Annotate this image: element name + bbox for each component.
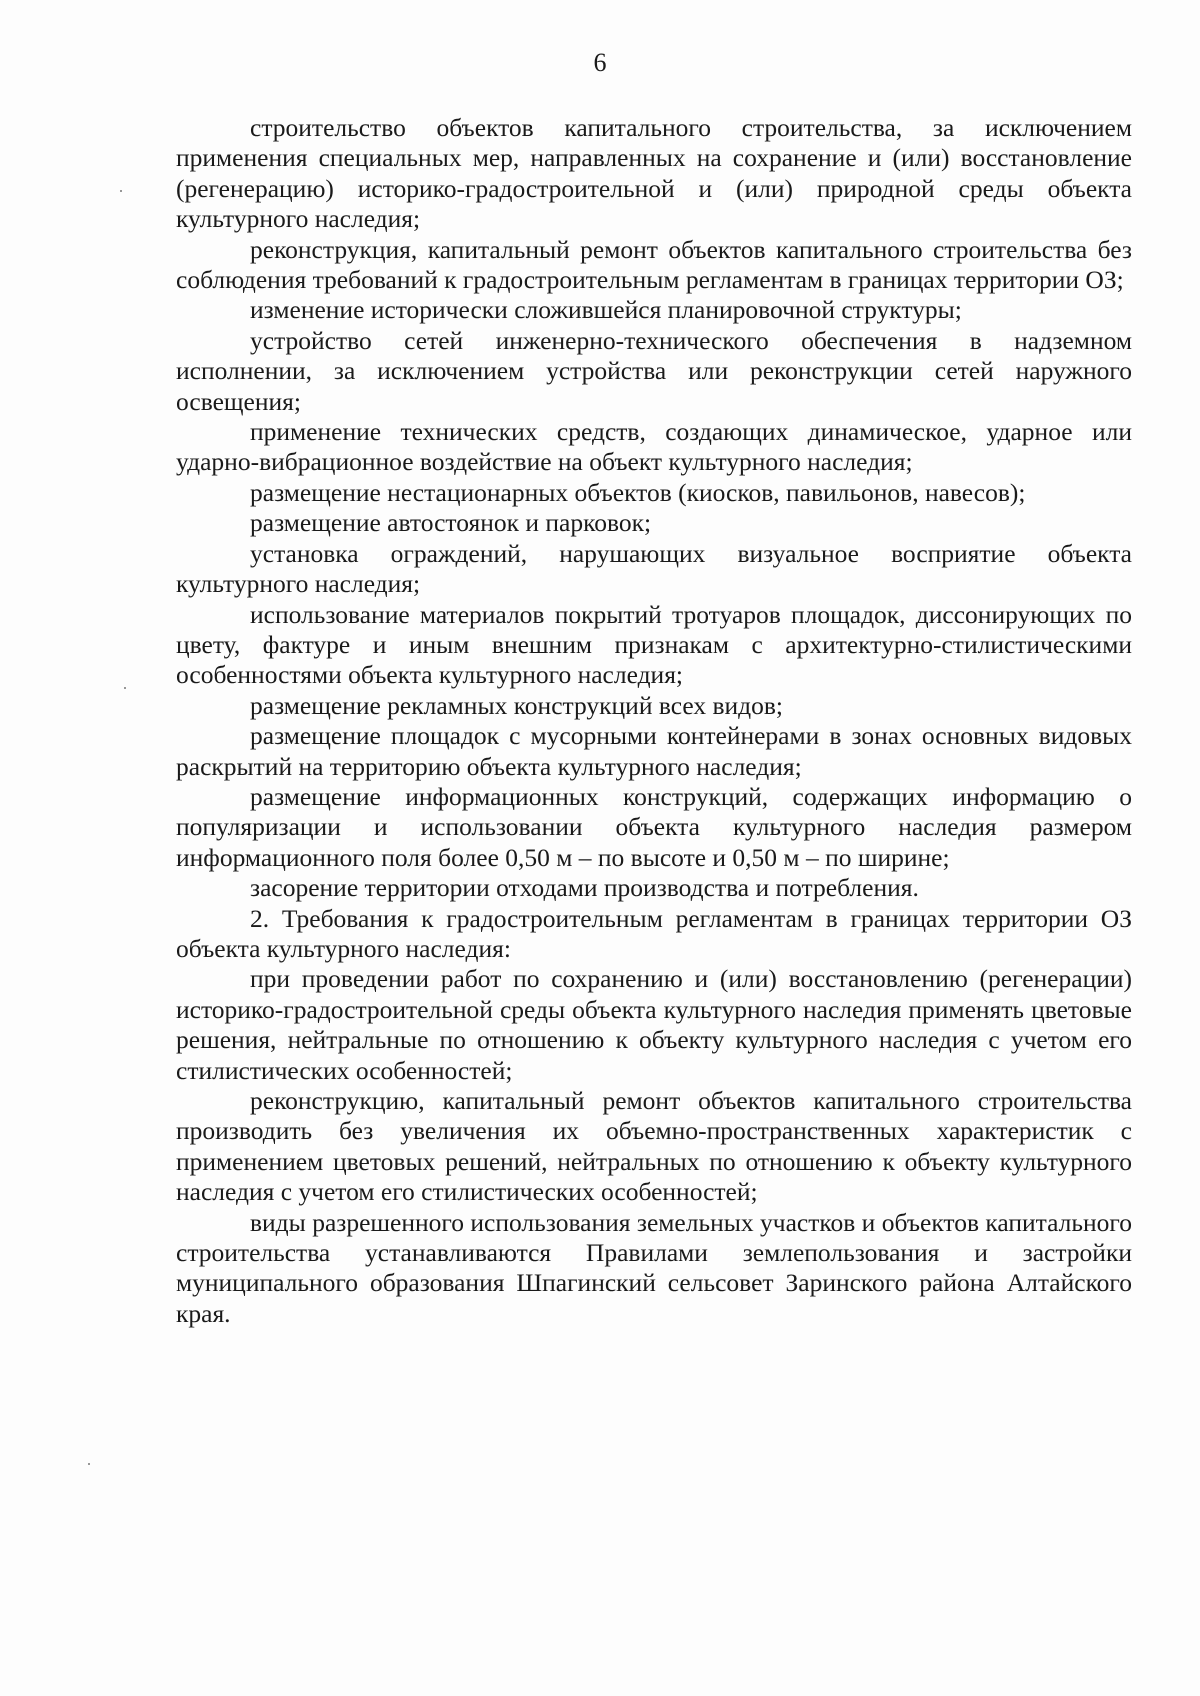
paragraph-fences: установка ограждений, нарушающих визуальное восприятие объекта культурного наследия;: [176, 538, 1132, 599]
scan-speck: [88, 1463, 90, 1465]
paragraph-non-stationary-objects: размещение нестационарных объектов (киосков, павильонов, навесов);: [250, 477, 1026, 507]
paragraph-waste-containers: размещение площадок с мусорными контейнерами в зонах основных видовых раскрытий на территорию объекта культурного наследия;: [176, 721, 1132, 781]
paragraph-reconstruction-requirements: реконструкцию, капитальный ремонт объектов капитального строительства производить без увеличения их объемно-пространственных характеристик с применением цветовых решений, нейтральных по отношению к объекту культурного наследия с учетом его стилистических особенностей;: [176, 1086, 1132, 1207]
paragraph-pavement-materials: использование материалов покрытий тротуаров площадок, диссонирующих по цвету, фактуре и иным внешним признакам с архитектурно-стилистическими особенностями объекта культурного наследия;: [176, 599, 1132, 690]
scan-speck: [120, 190, 122, 192]
paragraph-information-structures: размещение информационных конструкций, содержащих информацию о популяризации и использовании объекта культурного наследия размером информационного поля более 0,50 м – по высоте и 0,50 м – по ширине;: [176, 781, 1132, 872]
paragraph-color-solutions: при проведении работ по сохранению и (или) восстановлению (регенерации) историко-градостроительной среды объекта культурного наследия применять цветовые решения, нейтральные по отношению к объекту культурного наследия с учетом его стилистических особенностей;: [176, 964, 1132, 1085]
paragraph-parking: размещение автостоянок и парковок;: [250, 508, 652, 538]
paragraph-permitted-use: виды разрешенного использования земельных участков и объектов капитального строительства устанавливаются Правилами землепользования и застройки муниципального образования Шпагинский сельсовет Заринского района Алтайского края.: [176, 1207, 1132, 1328]
page-number: 6: [593, 48, 607, 77]
document-body: [176, 113, 1132, 1329]
paragraph-capital-construction: строительство объектов капитального строительства, за исключением применения специальных мер, направленных на сохранение и (или) восстановление (регенерацию) историко-градостроительной и (или) природной среды объекта культурного наследия;: [176, 113, 1132, 234]
paragraph-engineering-networks: устройство сетей инженерно-технического обеспечения в надземном исполнении, за исключением устройства или реконструкции сетей наружного освещения;: [176, 325, 1132, 416]
paragraph-section-2-heading: 2. Требования к градостроительным регламентам в границах территории ОЗ объекта культурного наследия:: [176, 903, 1132, 963]
scan-speck: [124, 687, 126, 689]
paragraph-technical-means: применение технических средств, создающих динамическое, ударное или ударно-вибрационное воздействие на объект культурного наследия;: [176, 417, 1132, 477]
paragraph-planning-structure: изменение исторически сложившейся планировочной структуры;: [250, 295, 962, 325]
paragraph-littering: засорение территории отходами производства и потребления.: [250, 873, 919, 903]
paragraph-reconstruction-repair: реконструкция, капитальный ремонт объектов капитального строительства без соблюдения требований к градостроительным регламентам в границах территории ОЗ;: [176, 234, 1132, 295]
paragraph-advertising: размещение рекламных конструкций всех видов;: [250, 690, 784, 720]
